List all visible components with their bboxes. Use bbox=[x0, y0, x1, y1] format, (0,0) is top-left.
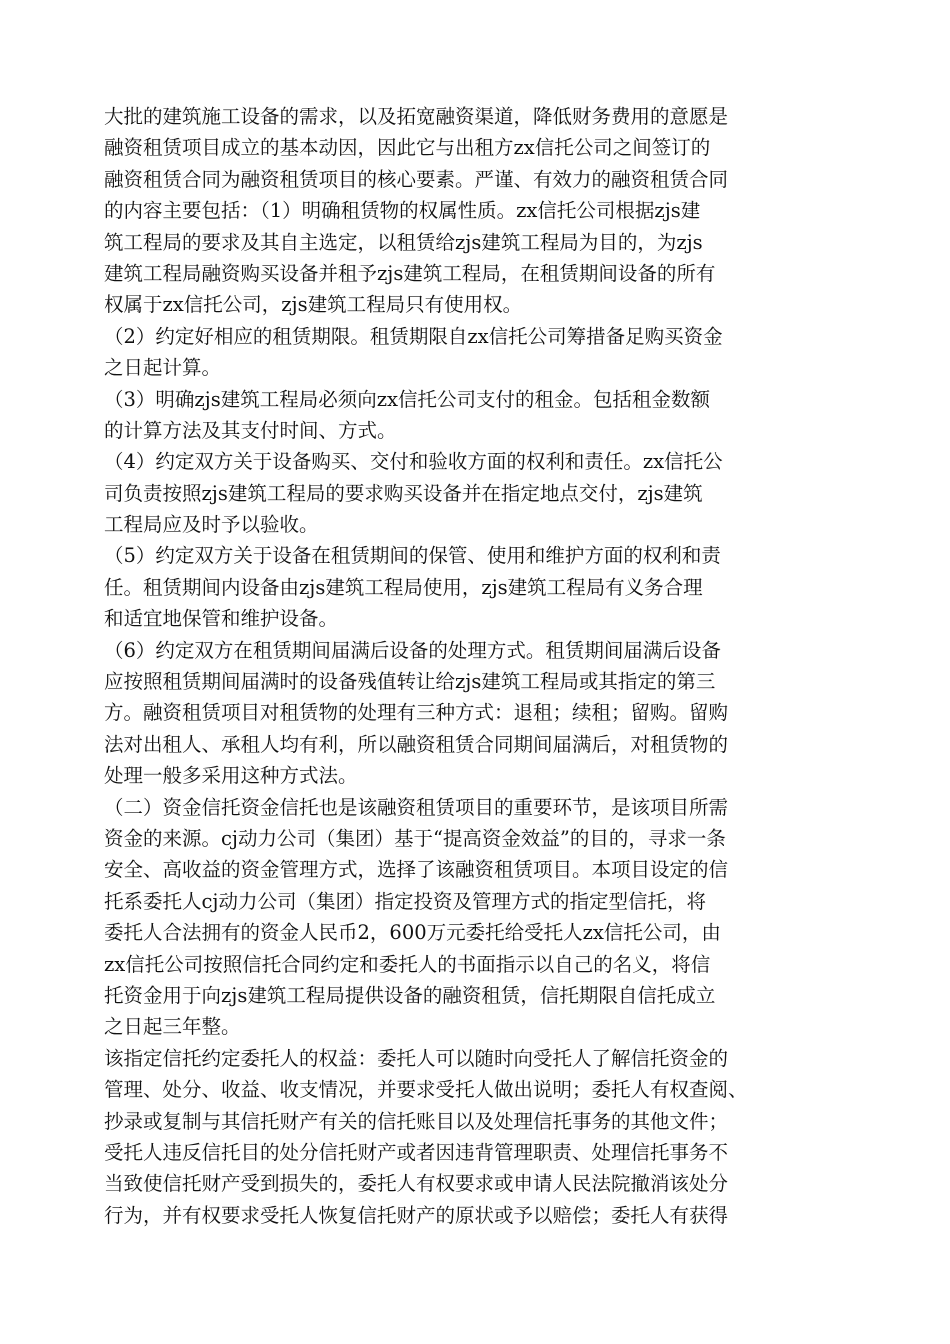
text-line: zx信托公司按照信托合同约定和委托人的书面指示以自己的名义，将信 bbox=[104, 952, 711, 976]
text-line: （5）约定双方关于设备在租赁期间的保管、使用和维护方面的权利和责 bbox=[104, 544, 721, 568]
text-line: 委托人合法拥有的资金人民币2，600万元委托给受托人zx信托公司，由 bbox=[104, 921, 721, 945]
text-line: 建筑工程局融资购买设备并租予zjs建筑工程局，在租赁期间设备的所有 bbox=[104, 261, 716, 285]
text-line: 当致使信托财产受到损失的，委托人有权要求或申请人民法院撤消该处分 bbox=[104, 1172, 729, 1196]
text-line: 方。融资租赁项目对租赁物的处理有三种方式：退租；续租；留购。留购 bbox=[104, 701, 729, 725]
text-line: 筑工程局的要求及其自主选定，以租赁给zjs建筑工程局为目的，为zjs bbox=[104, 230, 703, 254]
text-line: 的内容主要包括：（1）明确租赁物的权属性质。zx信托公司根据zjs建 bbox=[104, 199, 701, 223]
text-line: 资金的来源。cj动力公司（集团）基于“提高资金效益”的目的，寻求一条 bbox=[104, 826, 726, 850]
text-line: 任。租赁期间内设备由zjs建筑工程局使用，zjs建筑工程局有义务合理 bbox=[104, 575, 703, 599]
text-line: （3）明确zjs建筑工程局必须向zx信托公司支付的租金。包括租金数额 bbox=[104, 387, 711, 411]
text-line: 法对出租人、承租人均有利，所以融资租赁合同期间届满后，对租赁物的 bbox=[104, 732, 729, 756]
text-line: 受托人违反信托目的处分信托财产或者因违背管理职责、处理信托事务不 bbox=[104, 1140, 729, 1164]
text-line: 的计算方法及其支付时间、方式。 bbox=[104, 418, 397, 442]
text-line: 大批的建筑施工设备的需求，以及拓宽融资渠道，降低财务费用的意愿是 bbox=[104, 105, 729, 128]
text-line: 托资金用于向zjs建筑工程局提供设备的融资租赁，信托期限自信托成立 bbox=[104, 983, 716, 1007]
text-line: 权属于zx信托公司，zjs建筑工程局只有使用权。 bbox=[104, 293, 523, 317]
text-line: 融资租赁合同为融资租赁项目的核心要素。严谨、有效力的融资租赁合同 bbox=[104, 167, 729, 191]
text-line: 应按照租赁期间届满时的设备残值转让给zjs建筑工程局或其指定的第三 bbox=[104, 670, 716, 694]
text-line: 该指定信托约定委托人的权益：委托人可以随时向受托人了解信托资金的 bbox=[104, 1046, 729, 1070]
text-line: （6）约定双方在租赁期间届满后设备的处理方式。租赁期间届满后设备 bbox=[104, 638, 721, 662]
text-line: 托系委托人cj动力公司（集团）指定投资及管理方式的指定型信托，将 bbox=[104, 889, 706, 913]
text-line: 之日起计算。 bbox=[104, 356, 222, 380]
text-line: 行为，并有权要求受托人恢复信托财产的原状或予以赔偿；委托人有获得 bbox=[104, 1203, 729, 1227]
text-line: 安全、高收益的资金管理方式，选择了该融资租赁项目。本项目设定的信 bbox=[104, 858, 729, 882]
text-line: 和适宜地保管和维护设备。 bbox=[104, 607, 339, 631]
text-line: 管理、处分、收益、收支情况，并要求受托人做出说明；委托人有权查阅、 bbox=[104, 1078, 748, 1102]
text-line: 抄录或复制与其信托财产有关的信托账目以及处理信托事务的其他文件； bbox=[104, 1109, 729, 1133]
text-line: （4）约定双方关于设备购买、交付和验收方面的权利和责任。zx信托公 bbox=[104, 450, 723, 474]
text-line: 司负责按照zjs建筑工程局的要求购买设备并在指定地点交付，zjs建筑 bbox=[104, 481, 703, 505]
text-line: 工程局应及时予以验收。 bbox=[104, 513, 319, 537]
text-line: 之日起三年整。 bbox=[104, 1015, 241, 1039]
text-line: 处理一般多采用这种方式法。 bbox=[104, 764, 358, 788]
document-page bbox=[104, 101, 864, 1231]
text-line: （2）约定好相应的租赁期限。租赁期限自zx信托公司筹措备足购买资金 bbox=[104, 324, 723, 348]
text-line: 融资租赁项目成立的基本动因，因此它与出租方zx信托公司之间签订的 bbox=[104, 136, 711, 160]
text-line: （二）资金信托资金信托也是该融资租赁项目的重要环节，是该项目所需 bbox=[104, 795, 729, 819]
